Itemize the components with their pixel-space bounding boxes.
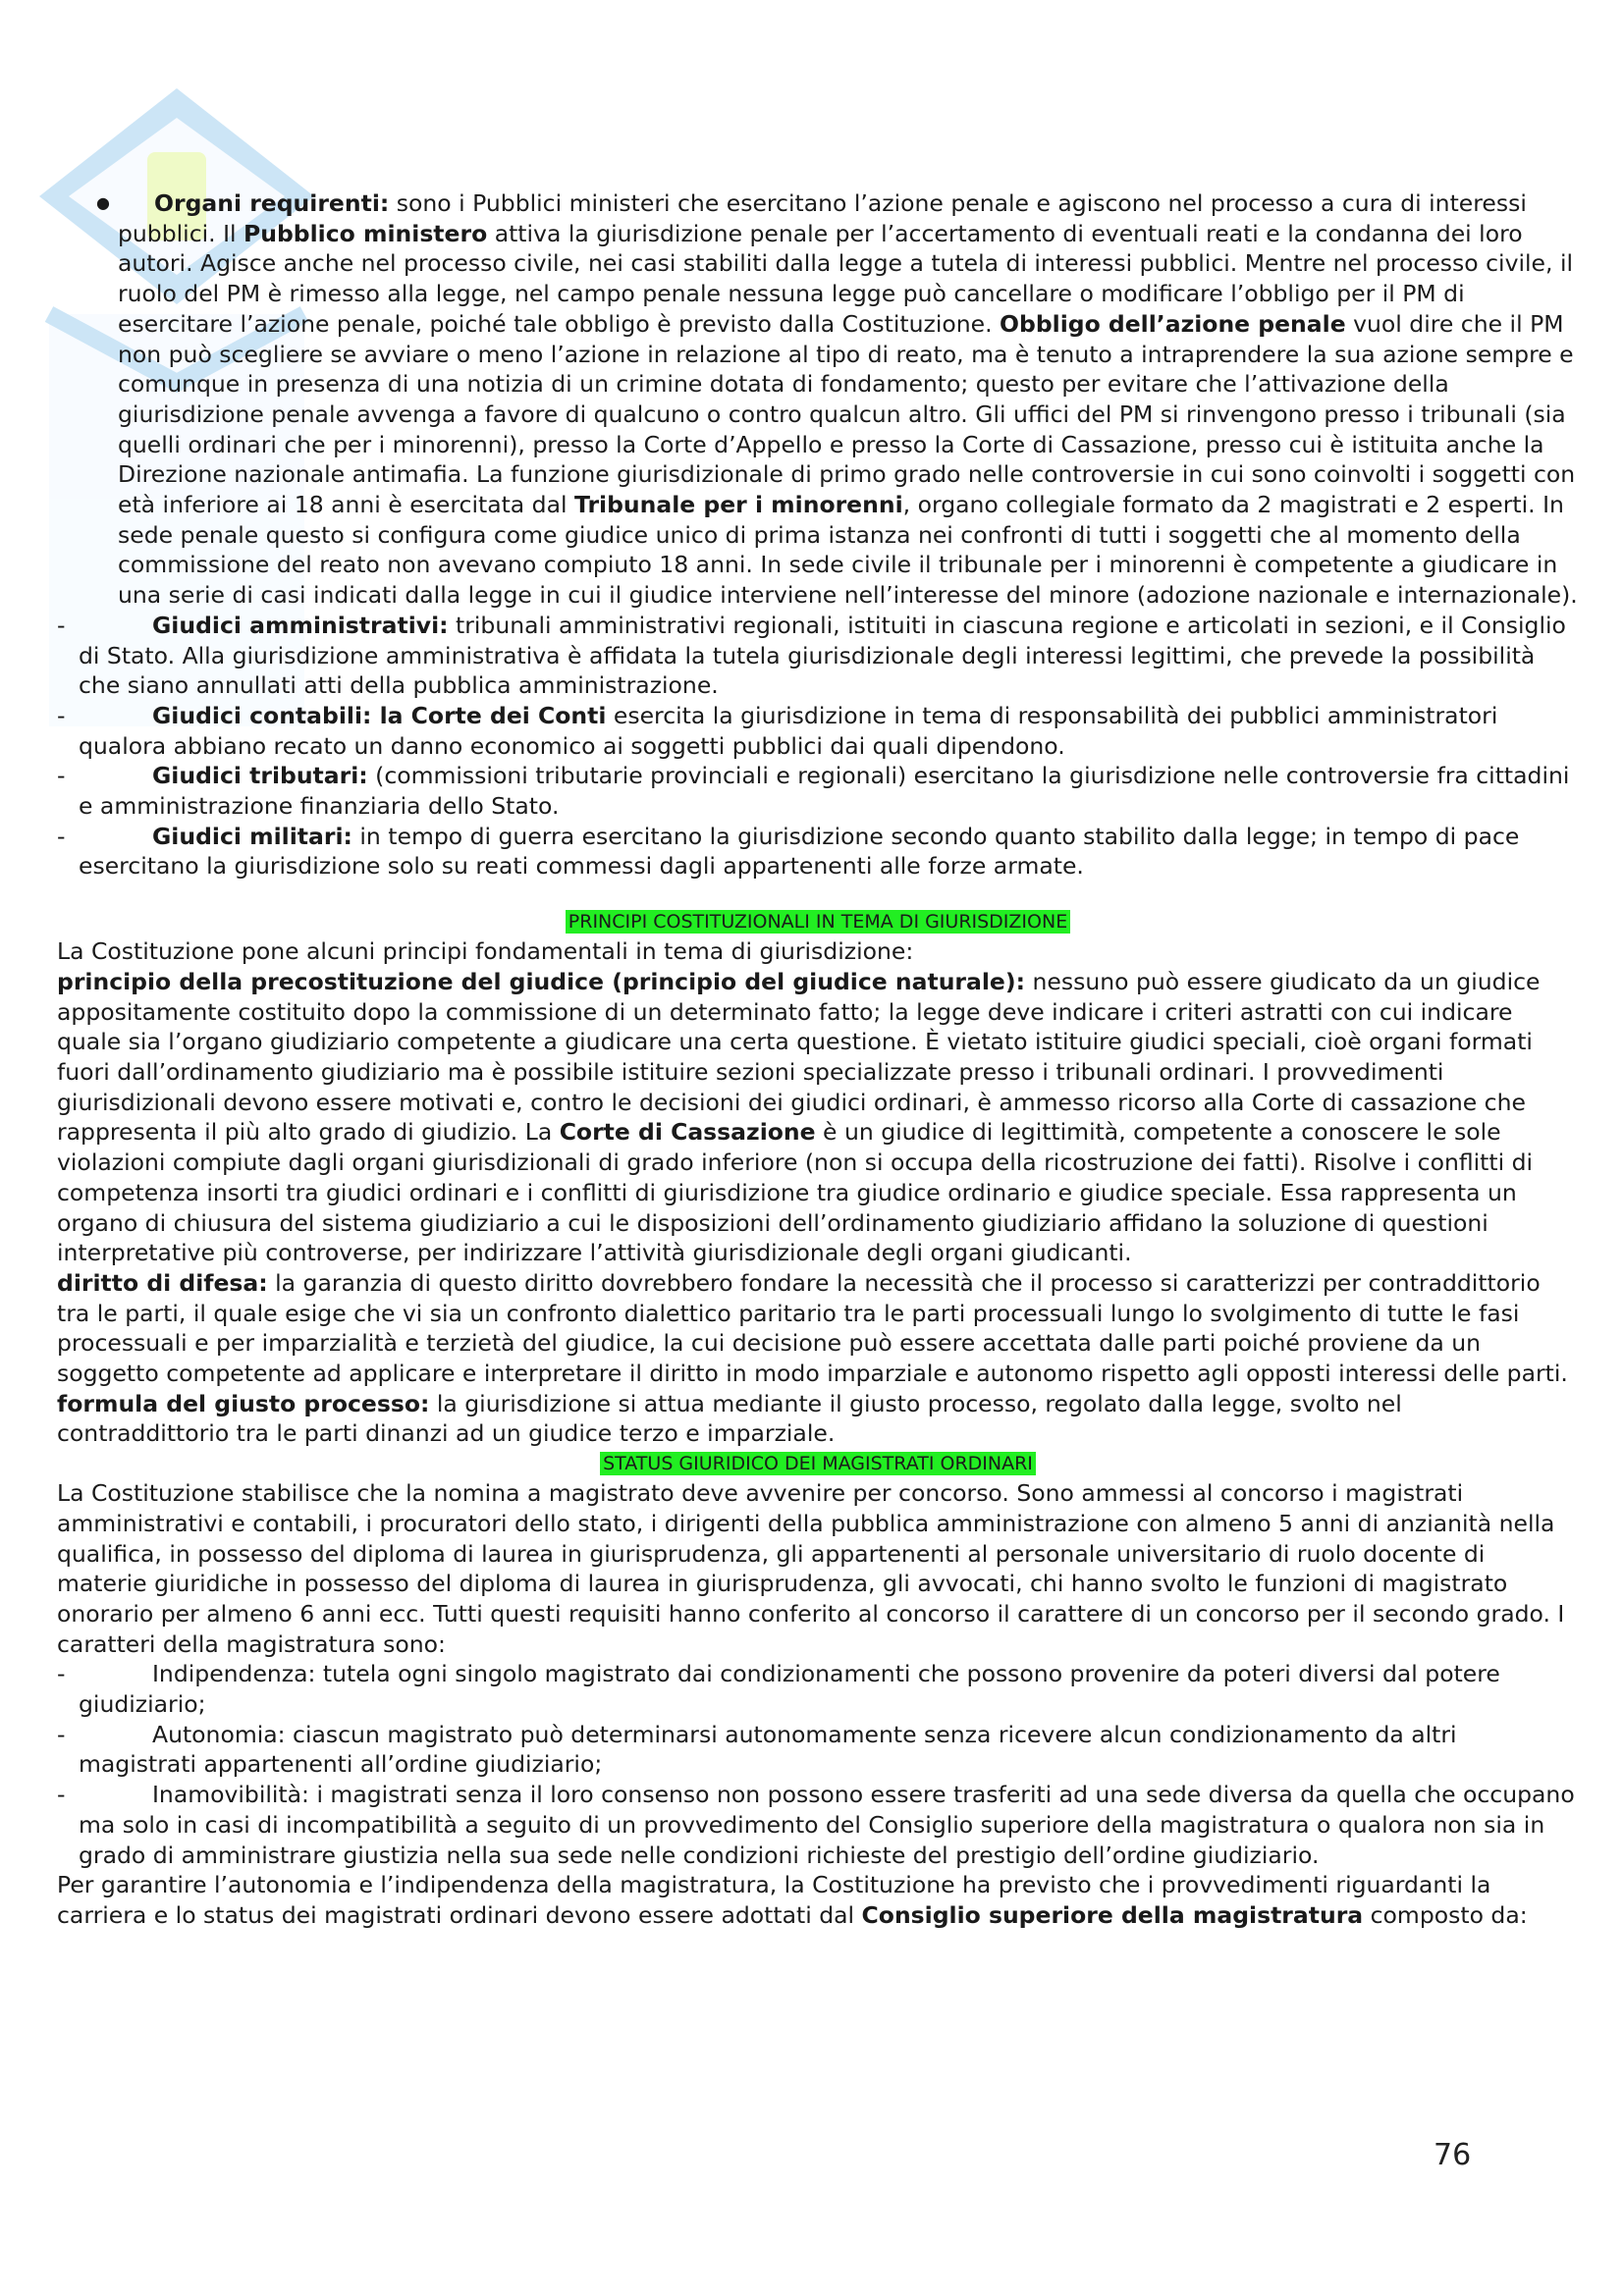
organi-requirenti-paragraph <box>57 188 1579 611</box>
highlighted-heading: PRINCIPI COSTITUZIONALI IN TEMA DI GIURISDIZIONE <box>566 910 1070 934</box>
indipendenza-item <box>57 1659 1579 1719</box>
diritto-di-difesa <box>57 1268 1579 1389</box>
item-label: Giudici contabili: la Corte dei Conti <box>152 701 607 729</box>
dash-marker: - <box>57 1781 66 1809</box>
highlighted-heading: STATUS GIURIDICO DEI MAGISTRATI ORDINARI <box>600 1452 1036 1475</box>
csm-paragraph <box>57 1870 1579 1930</box>
status-intro: La Costituzione stabilisce che la nomina a magistrato deve avvenire per concorso. Sono ammessi al concorso i magistrati amministrativi e contabili, i procuratori dello stato, i dirigenti della pubblica amministrazione con almeno 5 anni di anzianità nella qualifica, in possesso del diploma di laurea in giurisprudenza, gli appartenenti al personale universitario di ruolo docente di materie giuridiche in possesso del diploma di laurea in giurisprudenza, gli avvocati, chi hanno svolto le funzioni di magistrato onorario per almeno 6 anni ecc. Tutti questi requisiti hanno conferito al concorso il carattere di un concorso per il secondo grado. I caratteri della magistratura sono: <box>57 1479 1565 1658</box>
document-body <box>57 188 1579 1931</box>
item-text: (commissioni tributarie provinciali e regionali) esercitano la giurisdizione nelle controversie fra cittadini e amministrazione finanziaria dello Stato. <box>79 762 1570 821</box>
bullet-icon: ● <box>96 193 110 212</box>
item-text: esercita la giurisdizione in tema di responsabilità dei pubblici amministratori qualora abbiano recato un danno economico ai soggetti pubblici dai quali dipendono. <box>79 701 1498 760</box>
text-run: sono i Pubblici ministeri che esercitano l’azione penale e agiscono nel processo a cura di interessi pubblici. Il <box>118 189 1527 247</box>
item-text: Indipendenza: tutela ogni singolo magistrato dai condizionamenti che possono provenire da poteri diversi dal potere giudiziario; <box>79 1660 1500 1719</box>
giusto-processo <box>57 1389 1579 1449</box>
text-run: composto da: <box>1363 1900 1528 1929</box>
dash-marker: - <box>57 1720 66 1748</box>
text-run: la giurisdizione si attua mediante il giusto processo, regolato dalla legge, svolto nel contraddittorio tra le parti dinanzi ad un giudice terzo e imparziale. <box>57 1389 1402 1448</box>
giudici-amministrativi-item <box>57 611 1579 701</box>
principi-heading <box>57 907 1579 936</box>
dash-marker: - <box>57 701 66 729</box>
principle-label: formula del giusto processo: <box>57 1389 430 1417</box>
item-label: Giudici tributari: <box>152 762 368 790</box>
principle-label: diritto di difesa: <box>57 1268 268 1297</box>
text-run: Per garantire l’autonomia e l’indipendenza della magistratura, la Costituzione ha previsto che i provvedimenti riguardanti la carriera e lo status dei magistrati ordinari devono essere adottati dal <box>57 1871 1491 1929</box>
bold-term: Tribunale per i minorenni <box>574 491 903 519</box>
dash-marker: - <box>57 1660 66 1688</box>
dash-marker: - <box>57 611 66 639</box>
principle-label: principio della precostituzione del giudice (principio del giudice naturale): <box>57 967 1026 995</box>
text-run: , organo collegiale formato da 2 magistrati e 2 esperti. In sede penale questo si configura come giudice unico di prima istanza nei confronti di tutti i soggetti che al momento della commissione del reato non avevano compiuto 18 anni. In sede civile il tribunale per i minorenni è competente a giudicare in una serie di casi indicati dalla legge in cui il giudice interviene nell’interesse del minore (adozione nazionale e internazionale). <box>118 491 1578 610</box>
giudici-tributari-item <box>57 761 1579 821</box>
item-label: Giudici militari: <box>152 822 352 850</box>
status-heading <box>57 1449 1579 1478</box>
principi-intro: La Costituzione pone alcuni principi fondamentali in tema di giurisdizione: <box>57 937 914 966</box>
text-run: è un giudice di legittimità, competente a conoscere le sole violazioni compiute dagli organi giurisdizionali di grado inferiore (non si occupa della ricostruzione dei fatti). Risolve i conflitti di competenza insorti tra giudici ordinari e i conflitti di giurisdizione tra giudice ordinario e giudice speciale. Essa rappresenta un organo di chiusura del sistema giudiziario a cui le disposizioni dell’ordinamento giudiziario affidano la soluzione di questioni interpretative più controverse, per indirizzare l’attività giurisdizionale degli organi giudicanti. <box>57 1118 1534 1267</box>
principio-giudice-naturale <box>57 967 1579 1268</box>
autonomia-item <box>57 1720 1579 1780</box>
bold-term: Corte di Cassazione <box>559 1118 816 1147</box>
giudici-militari-item <box>57 822 1579 881</box>
text-run: nessuno può essere giudicato da un giudice appositamente costituito dopo la commissione di un determinato fatto; la legge deve indicare i criteri astratti con cui indicare quale sia l’organo giudiziario competente a giudicare una certa questione. È vietato istituire giudici speciali, cioè organi formati fuori dall’ordinamento giudiziario ma è possibile istituire sezioni specializzate presso i tribunali ordinari. I provvedimenti giurisdizionali devono essere motivati e, contro le decisioni dei giudici ordinari, è ammesso ricorso alla Corte di cassazione che rappresenta il più alto grado di giudizio. La <box>57 967 1541 1147</box>
giudici-contabili-item <box>57 701 1579 761</box>
text-run: vuol dire che il PM non può scegliere se avviare o meno l’azione in relazione al tipo di reato, ma è tenuto a intraprendere la sua azione sempre e comunque in presenza di una notizia di un crimine dotata di fondamento; questo per evitare che l’attivazione della giurisdizione penale avvenga a favore di qualcuno o contro qualcun altro. Gli uffici del PM si rinvengono presso i tribunali (sia quelli ordinari che per i minorenni), presso la Corte d’Appello e presso la Corte di Cassazione, presso cui è istituita anche la Direzione nazionale antimafia. La funzione giurisdizionale di primo grado nelle controversie in cui sono coinvolti i soggetti con età inferiore ai 18 anni è esercitata dal <box>118 309 1576 519</box>
item-text: Autonomia: ciascun magistrato può determinarsi autonomamente senza ricevere alcun condizionamento da altri magistrati appartenenti all’ordine giudiziario; <box>79 1720 1457 1779</box>
dash-marker: - <box>57 822 66 850</box>
inamovibilita-item <box>57 1780 1579 1870</box>
text-run: attiva la giurisdizione penale per l’accertamento di eventuali reati e la condanna dei loro autori. Agisce anche nel processo civile, nei casi stabiliti dalla legge a tutela di interessi pubblici. Mentre nel processo civile, il ruolo del PM è rimesso alla legge, nel campo penale nessuna legge può cancellare o modificare l’obbligo per il PM di esercitare l’azione penale, poiché tale obbligo è previsto dalla Costituzione. <box>118 219 1574 338</box>
page-number: 76 <box>1434 2138 1472 2172</box>
text-run: la garanzia di questo diritto dovrebbero fondare la necessità che il processo si caratterizzi per contraddittorio tra le parti, il quale esige che vi sia un confronto dialettico paritario tra le parti processuali lungo lo svolgimento di tutte le fasi processuali e per imparzialità e terzietà del giudice, la cui decisione può essere accettata dalle parti poiché proviene da un soggetto competente ad applicare e interpretare il diritto in modo imparziale e autonomo rispetto agli opposti interessi delle parti. <box>57 1268 1568 1388</box>
dash-marker: - <box>57 762 66 790</box>
bold-term: Obbligo dell’azione penale <box>1000 309 1346 338</box>
bold-term: Consiglio superiore della magistratura <box>861 1900 1364 1929</box>
item-text: tribunali amministrativi regionali, istituiti in ciascuna regione e articolati in sezioni, e il Consiglio di Stato. Alla giurisdizione amministrativa è affidata la tutela giurisdizionale degli interessi legittimi, che prevede la possibilità che siano annullati atti della pubblica amministrazione. <box>79 611 1566 700</box>
bold-term: Pubblico ministero <box>243 219 488 247</box>
item-text: in tempo di guerra esercitano la giurisdizione secondo quanto stabilito dalla legge; in tempo di pace esercitano la giurisdizione solo su reati commessi dagli appartenenti alle forze armate. <box>79 822 1520 881</box>
item-label: Giudici amministrativi: <box>152 611 449 639</box>
organi-requirenti-label: Organi requirenti: <box>154 189 390 217</box>
item-text: Inamovibilità: i magistrati senza il loro consenso non possono essere trasferiti ad una sede diversa da quella che occupano ma solo in casi di incompatibilità a seguito di un provvedimento del Consiglio superiore della magistratura o qualora non sia in grado di amministrare giustizia nella sua sede nelle condizioni richieste del prestigio dell’ordine giudiziario. <box>79 1781 1575 1869</box>
